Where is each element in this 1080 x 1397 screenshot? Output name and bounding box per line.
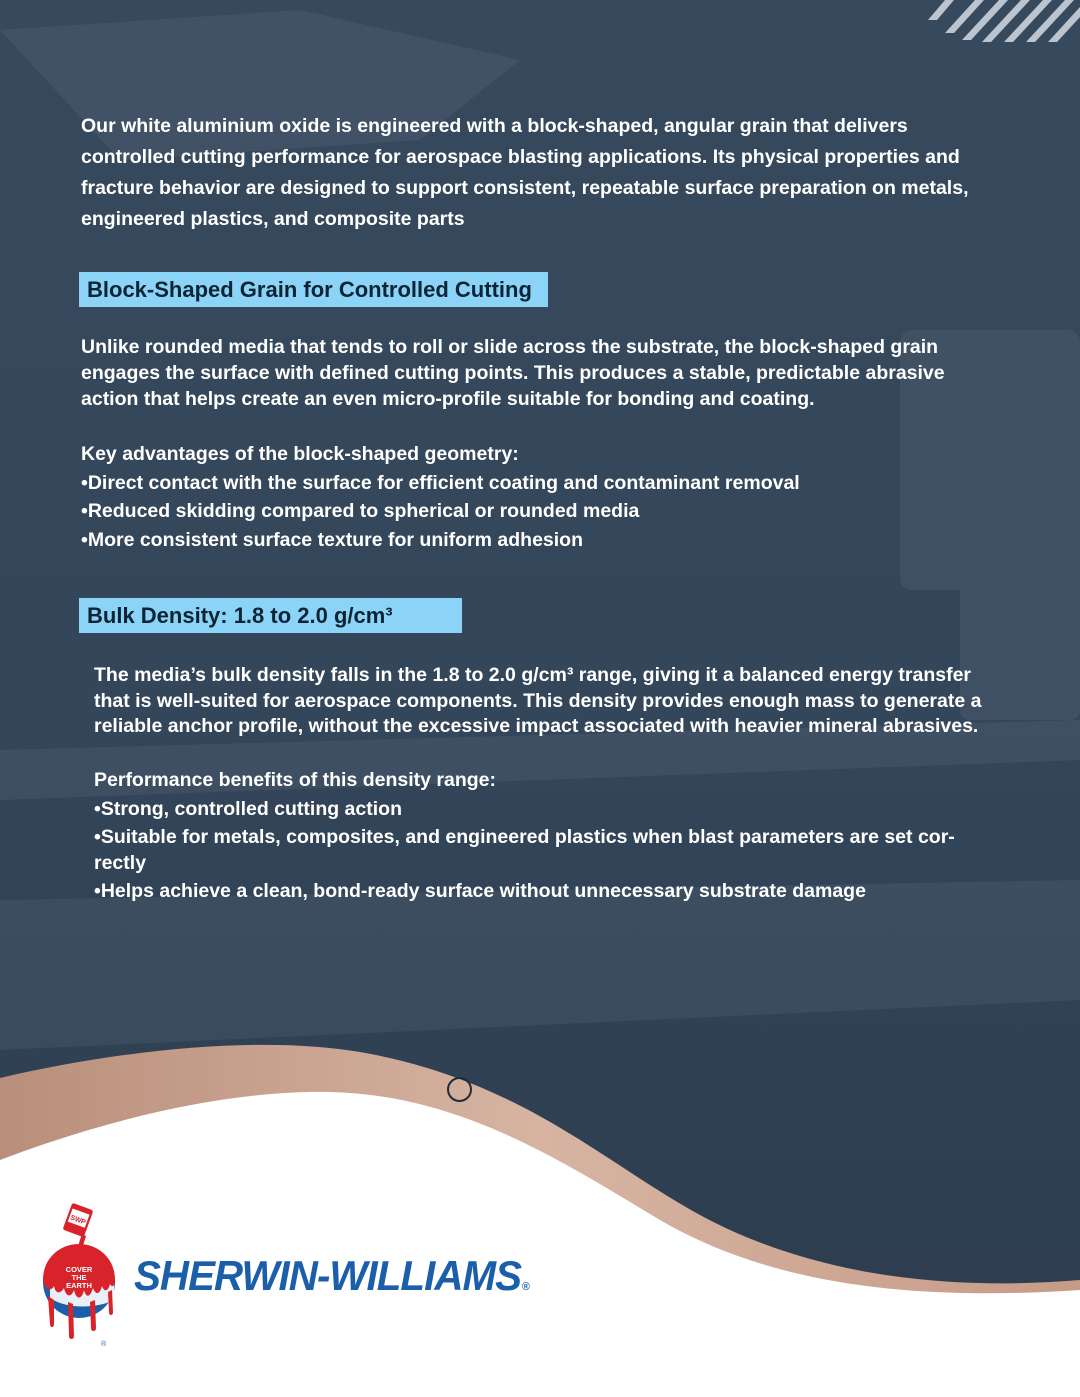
intro-paragraph: Our white aluminium oxide is engineered with a block-shaped, angular grain that delivers controlled cutting performance for aerospace blasting applications. Its physical properties and fracture behavior are designed to support consistent, repeatable surface preparation on metals, engineered plastics, and composite parts — [81, 115, 969, 230]
section2-benefits-list — [94, 766, 964, 906]
svg-text:THE: THE — [71, 1273, 87, 1282]
sherwin-williams-logo — [38, 1200, 558, 1350]
registered-mark: ® — [522, 1281, 529, 1293]
section1-advantages-list — [81, 440, 981, 554]
section-heading-bulk-density: Bulk Density: 1.8 to 2.0 g/cm³ — [79, 598, 462, 633]
section2-paragraph: The media’s bulk density falls in the 1.8 to 2.0 g/cm³ range, giving it a balanced energy transfer that is well-suited for aerospace components. This density provides enough mass to generate a reliable anchor profile, without the excessive impact associated with heavier mineral abrasives. — [94, 664, 982, 737]
list-label: Performance benefits of this density range: — [94, 769, 497, 791]
list-item: • Helps achieve a clean, bond-ready surface without unnecessary substrate damage — [94, 877, 964, 906]
svg-text:COVER: COVER — [65, 1265, 93, 1274]
list-item: • Reduced skidding compared to spherical or rounded media — [81, 497, 981, 526]
section1-paragraph: Unlike rounded media that tends to roll or slide across the substrate, the block-shaped grain engages the surface with defined cutting points. This produces a stable, predictable abrasive action that helps create an even micro-profile suitable for bonding and coating. — [81, 336, 945, 410]
list-item: • Strong, controlled cutting action — [94, 795, 964, 824]
list-item: • More consistent surface texture for uniform adhesion — [81, 526, 981, 555]
list-item: • Suitable for metals, composites, and engineered plastics when blast parameters are set cor-rectly — [94, 823, 964, 877]
circle-outline-icon[interactable] — [447, 1077, 472, 1102]
svg-text:SWP: SWP — [69, 1214, 87, 1227]
cover-the-earth-emblem-icon — [38, 1200, 128, 1350]
list-label: Key advantages of the block-shaped geometry: — [81, 443, 519, 465]
section-heading-block-shaped-grain: Block-Shaped Grain for Controlled Cutting — [79, 272, 548, 307]
brand-wordmark — [134, 1252, 529, 1300]
svg-text:®: ® — [101, 1341, 107, 1348]
svg-text:EARTH: EARTH — [66, 1281, 92, 1290]
brand-name: SHERWIN-WILLIAMS — [134, 1252, 522, 1299]
list-item: • Direct contact with the surface for efficient coating and contaminant removal — [81, 469, 981, 498]
